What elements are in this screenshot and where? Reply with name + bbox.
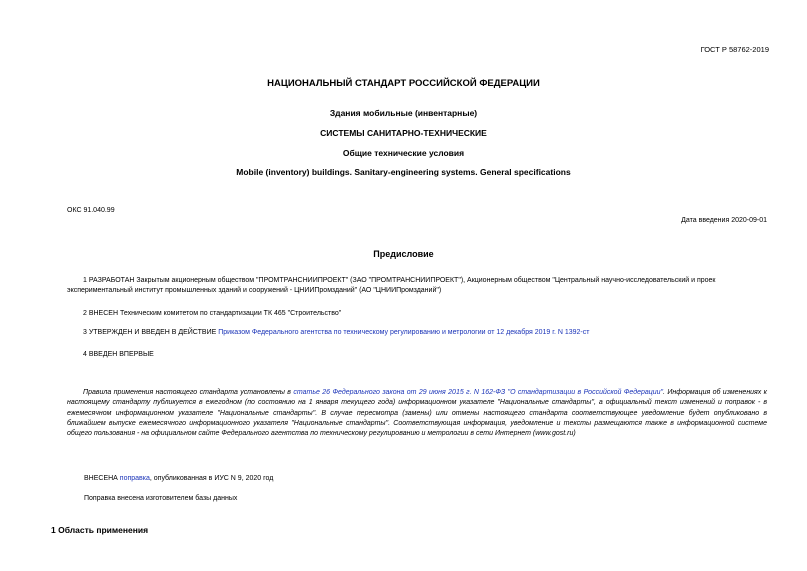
- title-en: Mobile (inventory) buildings. Sanitary-engineering systems. General specifications: [236, 167, 571, 177]
- federal-law-link[interactable]: статье 26 Федерального закона от 29 июня 2015 г. N 162-ФЗ "О стандартизации в Российской Федерации": [293, 389, 664, 396]
- national-standard-heading: НАЦИОНАЛЬНЫЙ СТАНДАРТ РОССИЙСКОЙ ФЕДЕРАЦИИ: [267, 78, 540, 89]
- rules-text-suffix: . Информация об изменениях к настоящему стандарту публикуется в ежегодном (по состоянию на 1 января текущего года) информационном указателе "Национальные стандарты", а официальный текст изменений и поправок - в ежемесячном информационном указателе "Национальные стандарты". В случае пересмотра (замены) или отмены настоящего стандарта соответствующее уведомление будет опубликовано в ближайшем выпуске ежемесячного информационного указателя "Национальные стандарты". Соответствующая информация, уведомление и тексты размещаются также в информационной системе общего пользования - на официальном сайте Федерального агентства по техническому регулированию и метрологии в сети Интернет (www.gost.ru): [67, 389, 767, 438]
- intro-date: Дата введения 2020-09-01: [681, 217, 767, 224]
- section-1-heading: 1 Область применения: [51, 525, 149, 535]
- amendment-prefix: ВНЕСЕНА: [84, 475, 120, 482]
- oks-code: ОКС 91.040.99: [67, 207, 115, 214]
- title-ru-3: Общие технические условия: [342, 148, 465, 158]
- preface-heading: Предисловие: [373, 249, 434, 259]
- amendment-suffix: , опубликованная в ИУС N 9, 2020 год: [149, 475, 274, 482]
- order-link[interactable]: Приказом Федерального агентства по техническому регулированию и метрологии от 12 декабря 2019 г. N 1392-ст: [218, 329, 590, 336]
- rules-paragraph: [67, 388, 767, 439]
- rules-text-prefix: Правила применения настоящего стандарта установлены в: [83, 389, 294, 396]
- preface-item-2: 2 ВНЕСЕН Техническим комитетом по стандартизации ТК 465 "Строительство": [83, 310, 342, 317]
- title-ru-1: Здания мобильные (инвентарные): [329, 108, 478, 118]
- preface-item-3: [67, 328, 770, 338]
- title-ru-2: СИСТЕМЫ САНИТАРНО-ТЕХНИЧЕСКИЕ: [320, 128, 487, 138]
- preface-item-1-line-1: 1 РАЗРАБОТАН Закрытым акционерным обществом "ПРОМТРАНСНИИПРОЕКТ" (ЗАО "ПРОМТРАНСНИИПРОЕКТ"), Акционерным обществом "Центральный научно-исследовательский и проек: [83, 277, 716, 284]
- amendment-link[interactable]: поправка: [119, 475, 150, 482]
- amendment-note: Поправка внесена изготовителем базы данных: [84, 495, 238, 502]
- amendment-line: [84, 474, 787, 484]
- gost-number: ГОСТ Р 58762-2019: [700, 45, 769, 54]
- preface-item-1-line-2: экспериментальный институт промышленных зданий и сооружений - ЦНИИПромзданий" (АО "ЦНИИПромзданий"): [67, 287, 442, 295]
- preface-item-3-text: 3 УТВЕРЖДЕН И ВВЕДЕН В ДЕЙСТВИЕ: [83, 329, 219, 336]
- preface-item-1: [67, 276, 770, 297]
- preface-item-4: 4 ВВЕДЕН ВПЕРВЫЕ: [83, 351, 154, 358]
